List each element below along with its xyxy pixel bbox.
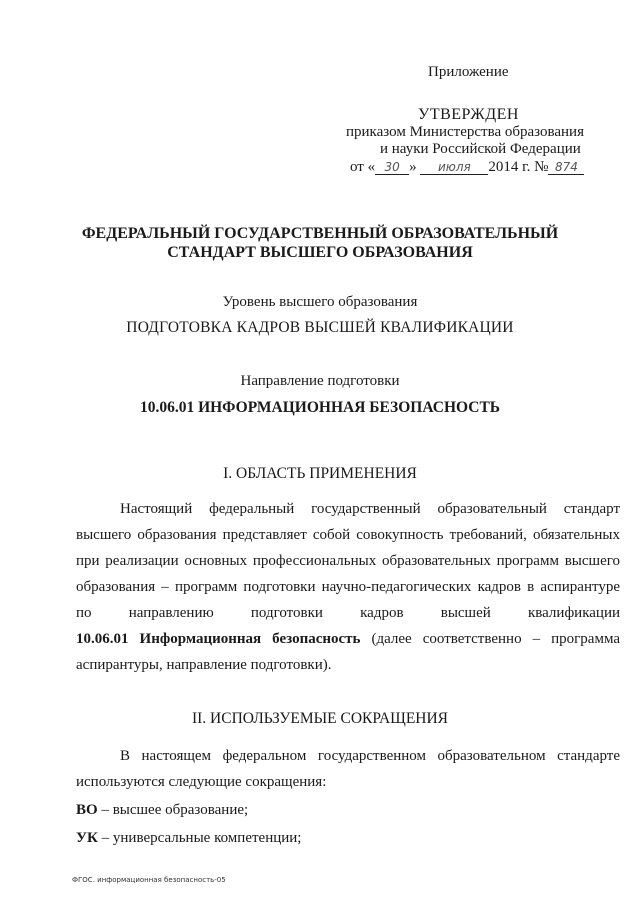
section1-line: по направлению подготовки кадров высшей квалификации (76, 605, 620, 621)
section2-line: используются следующие сокращения: (76, 774, 327, 790)
appendix-label: Приложение (428, 64, 509, 80)
order-date-line (350, 159, 584, 176)
date-prefix: от « (350, 159, 376, 175)
handwritten-order-number: 874 (548, 160, 584, 175)
education-level-label: Уровень высшего образования (222, 294, 418, 310)
section1-line: образования – программ подготовки научно-педагогических кадров в аспирантуре (76, 579, 620, 595)
abbreviation-item (76, 800, 248, 820)
handwritten-day: 30 (375, 160, 409, 175)
standard-title (0, 224, 640, 262)
section1-line: при реализации основных профессиональных образовательных программ высшего (76, 553, 620, 569)
handwritten-month: июля (420, 160, 488, 175)
order-issuer-line1: приказом Министерства образования (346, 124, 584, 140)
date-mid: » (409, 159, 421, 175)
abbreviation-definition: – высшее образование; (97, 802, 249, 818)
approved-label: УТВЕРЖДЕН (418, 106, 519, 123)
section1-line: Настоящий федеральный государственный образовательный стандарт (120, 501, 620, 517)
abbreviation-term: ВО (76, 802, 98, 818)
abbreviation-definition: – универсальные компетенции; (97, 830, 302, 846)
abbreviation-term: УК (76, 830, 98, 846)
direction-label: Направление подготовки (240, 373, 400, 389)
direction-name-bold: Информационная безопасность (139, 631, 361, 647)
section1-paragraph (76, 496, 620, 678)
section1-line: высшего образования представляет собой совокупность требований, обязательных (76, 527, 620, 543)
direction-value: 10.06.01 ИНФОРМАЦИОННАЯ БЕЗОПАСНОСТЬ (139, 399, 501, 416)
page-footer: ФГОС. информационная безопасность-05 (72, 876, 226, 884)
date-year: 2014 г. № (488, 159, 549, 175)
section1-line: аспирантуры, направление подготовки). (76, 657, 332, 673)
education-level-value: ПОДГОТОВКА КАДРОВ ВЫСШЕЙ КВАЛИФИКАЦИИ (126, 319, 514, 336)
standard-title-line2: СТАНДАРТ ВЫСШЕГО ОБРАЗОВАНИЯ (167, 244, 473, 261)
order-issuer-line2: и науки Российской Федерации (380, 141, 581, 157)
section1-line-6 (76, 626, 620, 652)
section1-line6-rest: (далее соответственно – программа (371, 631, 621, 647)
standard-title-line1: ФЕДЕРАЛЬНЫЙ ГОСУДАРСТВЕННЫЙ ОБРАЗОВАТЕЛЬНЫЙ (81, 225, 559, 242)
section2-line: В настоящем федеральном государственном образовательном стандарте (120, 748, 620, 764)
direction-code: 10.06.01 (76, 631, 129, 647)
section1-heading: I. ОБЛАСТЬ ПРИМЕНЕНИЯ (223, 465, 417, 482)
abbreviation-item (76, 828, 301, 848)
section2-paragraph (76, 743, 620, 795)
section2-heading: II. ИСПОЛЬЗУЕМЫЕ СОКРАЩЕНИЯ (191, 710, 449, 727)
